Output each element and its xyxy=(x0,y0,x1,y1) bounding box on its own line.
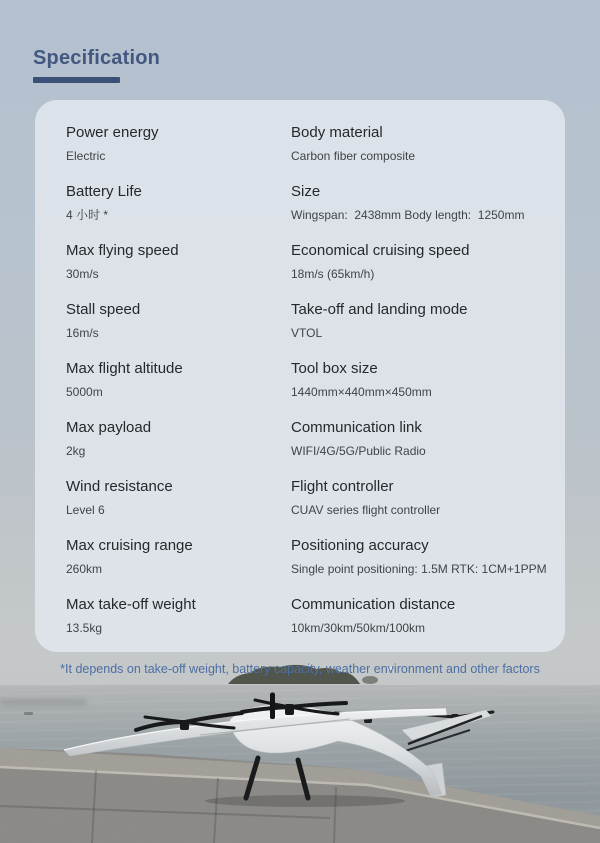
spec-value: 10km/30km/50km/100km xyxy=(291,621,426,635)
spec-item-max-takeoff-weight xyxy=(66,595,291,636)
spec-item-battery-life xyxy=(66,182,291,223)
page-header xyxy=(33,46,160,83)
spec-label: Body material xyxy=(291,124,383,141)
title-underline xyxy=(33,77,120,83)
spec-value: Level 6 xyxy=(66,503,105,517)
spec-value: 13.5kg xyxy=(66,621,103,635)
distant-boat xyxy=(24,712,33,715)
spec-label: Max cruising range xyxy=(66,537,193,554)
spec-label: Battery Life xyxy=(66,183,142,200)
spec-value: 18m/s (65km/h) xyxy=(291,267,375,281)
specification-card xyxy=(35,100,565,652)
spec-label: Max flight altitude xyxy=(66,360,183,377)
spec-label: Economical cruising speed xyxy=(291,242,470,259)
spec-label: Max payload xyxy=(66,419,152,436)
spec-label: Power energy xyxy=(66,124,159,141)
page-title: Specification xyxy=(33,47,161,69)
spec-item-communication-link xyxy=(291,418,557,459)
footnote: *It depends on take-off weight, battery capacity, weather environment and other factors xyxy=(60,662,540,676)
spec-value: Carbon fiber composite xyxy=(291,149,416,163)
spec-label: Communication distance xyxy=(291,596,456,613)
spec-item-flight-controller xyxy=(291,477,557,518)
spec-item-positioning-accuracy xyxy=(291,536,557,577)
spec-item-takeoff-landing-mode xyxy=(291,300,557,341)
spec-value: Wingspan: 2438mm Body length: 1250mm xyxy=(291,208,525,222)
spec-value: 4 小时 * xyxy=(66,208,109,222)
spec-item-max-payload xyxy=(66,418,291,459)
spec-value: 1440mm×440mm×450mm xyxy=(291,385,432,399)
spec-label: Positioning accuracy xyxy=(291,537,429,554)
spec-item-tool-box-size xyxy=(291,359,557,400)
spec-item-max-cruising-range xyxy=(66,536,291,577)
spec-value: 30m/s xyxy=(66,267,99,281)
spec-value: 5000m xyxy=(66,385,103,399)
spec-label: Size xyxy=(291,183,321,200)
spec-label: Max take-off weight xyxy=(66,596,196,613)
spec-grid xyxy=(35,100,565,654)
spec-item-wind-resistance xyxy=(66,477,291,518)
spec-item-size xyxy=(291,182,557,223)
spec-item-max-flight-altitude xyxy=(66,359,291,400)
spec-value: Single point positioning: 1.5M RTK: 1CM+1PPM xyxy=(291,562,547,576)
spec-label: Wind resistance xyxy=(66,478,173,495)
spec-value: 2kg xyxy=(66,444,86,458)
spec-value: 16m/s xyxy=(66,326,99,340)
spec-item-power-energy xyxy=(66,123,291,164)
spec-value: 260km xyxy=(66,562,103,576)
spec-label: Communication link xyxy=(291,419,422,436)
spec-value: WIFI/4G/5G/Public Radio xyxy=(291,444,426,458)
spec-label: Max flying speed xyxy=(66,242,179,259)
spec-item-max-flying-speed xyxy=(66,241,291,282)
spec-label: Take-off and landing mode xyxy=(291,301,468,318)
spec-label: Tool box size xyxy=(291,360,378,377)
spec-value: VTOL xyxy=(291,326,323,340)
spec-item-body-material xyxy=(291,123,557,164)
spec-item-stall-speed xyxy=(66,300,291,341)
spec-item-communication-distance xyxy=(291,595,557,636)
spec-value: Electric xyxy=(66,149,106,163)
fixed-wing-vtol-drone-image xyxy=(50,662,510,812)
spec-label: Flight controller xyxy=(291,478,394,495)
spec-item-economical-cruising-speed xyxy=(291,241,557,282)
spec-value: CUAV series flight controller xyxy=(291,503,441,517)
spec-label: Stall speed xyxy=(66,301,141,318)
